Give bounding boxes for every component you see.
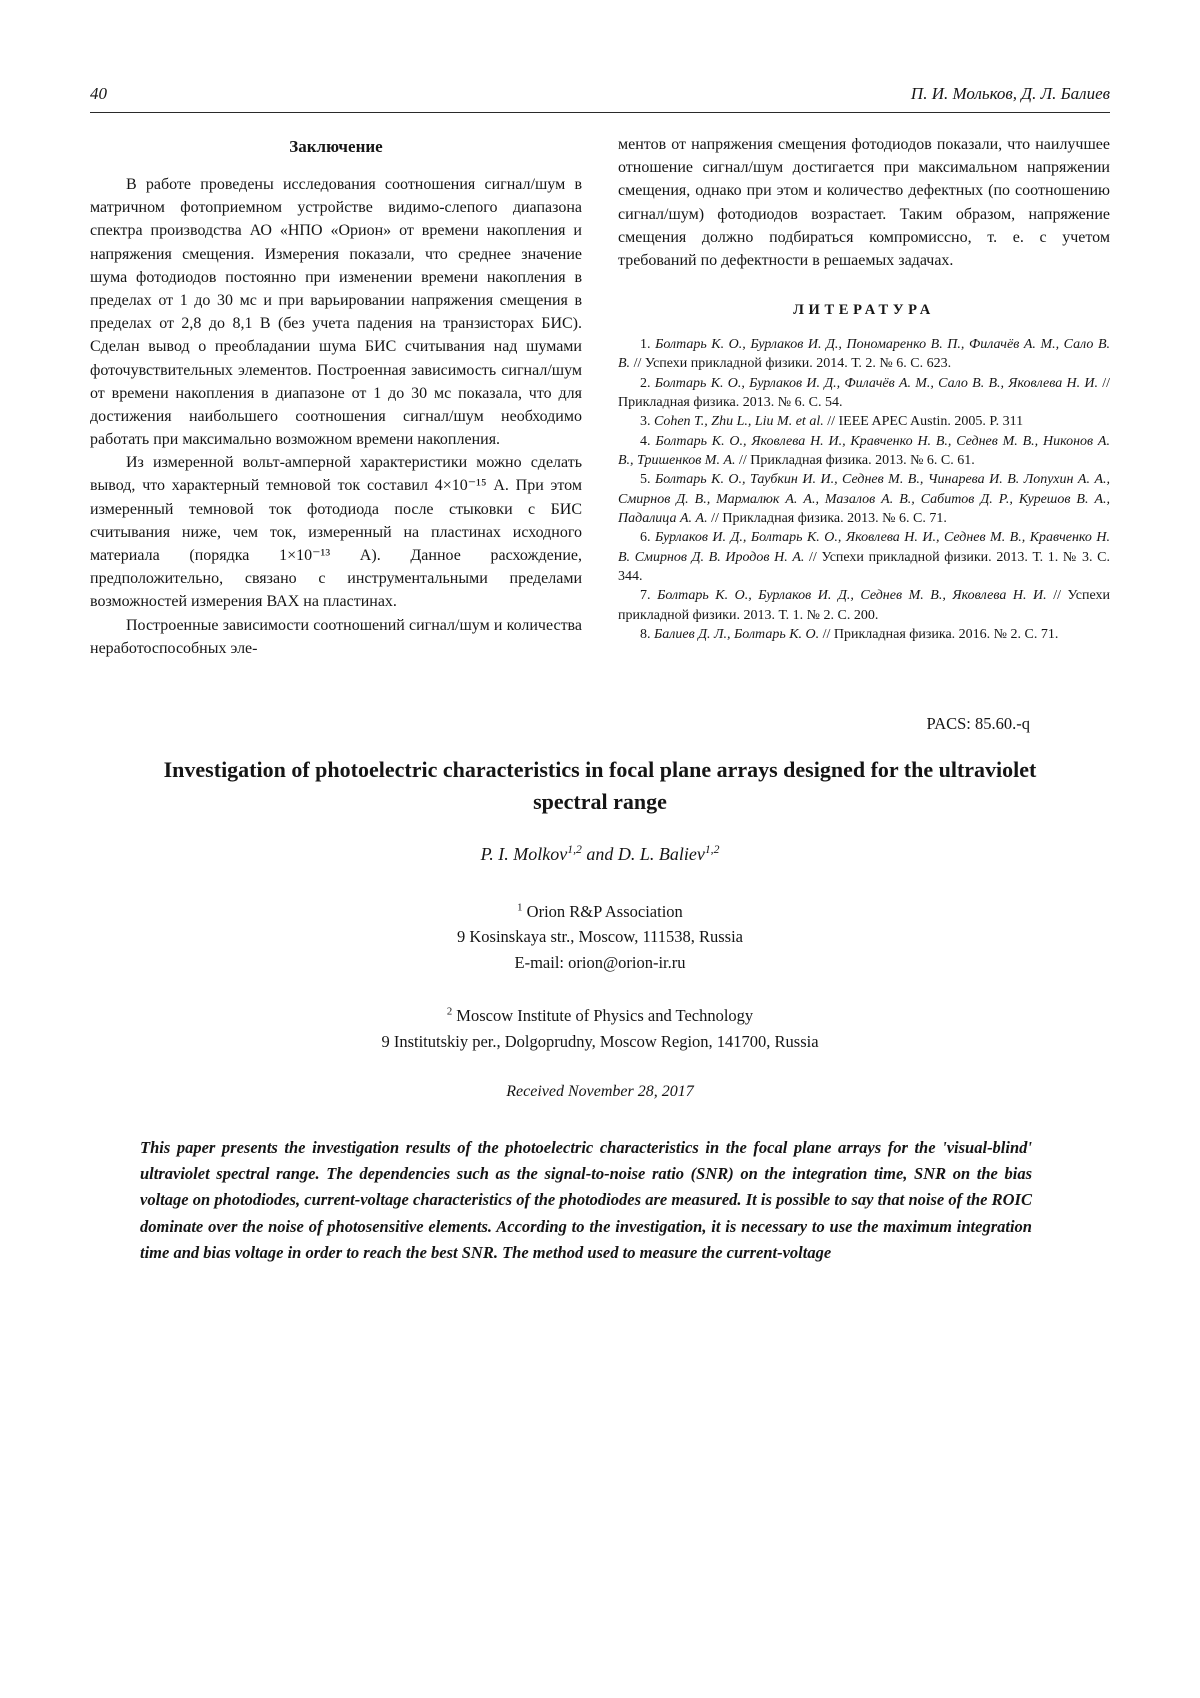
affiliation-1 bbox=[140, 899, 1060, 976]
reference-authors: Балиев Д. Л., Болтарь К. О. bbox=[654, 626, 820, 642]
running-head: П. И. Мольков, Д. Л. Балиев bbox=[910, 84, 1110, 103]
page-number: 40 bbox=[90, 84, 107, 103]
affiliation-2-address: 9 Institutskiy per., Dolgoprudny, Moscow Region, 141700, Russia bbox=[381, 1031, 819, 1051]
reference-authors: Болтарь К. О., Таубкин И. И., Седнев М. В., Чинарева И. В. Лопухин А. А., Смирнов Д. В., Мармалюк А. А., Мазалов А. В., Сабитов Д. Р., Курешов В. А., Падалица А. А. bbox=[618, 472, 1111, 526]
reference-authors: Cohen T., Zhu L., Liu M. et al. bbox=[654, 414, 824, 430]
affiliation-1-address: 9 Kosinskaya str., Moscow, 111538, Russia bbox=[457, 927, 743, 947]
reference-item bbox=[618, 625, 1110, 644]
affiliation-1-name bbox=[140, 899, 1060, 925]
conclusion-paragraph-1: В работе проведены исследования соотношения сигнал/шум в матричном фотоприемном устройстве видимо-слепого диапазона спектра производства АО «НПО «Орион» от времени накопления и напряжения смещения. Измерения показали, что среднее значение шума фотодиодов постоянно при изменении времени накопления в пределах от 1 до 30 мс и при варьировании напряжения смещения в пределах от 2,8 до 8,1 В (без учета падения на транзисторах БИС). Сделан вывод о преобладании шума БИС считывания над шумами фоточувствительных элементов. Построенная зависимость сигнал/шум от времени накопления в диапазоне от 1 до 30 мс показала, что для достижения наибольшего соотношения сигнал/шум необходимо работать при максимально возможном времени накопления. bbox=[90, 176, 582, 449]
conclusion-paragraph-3: Построенные зависимости соотношений сигнал/шум и количества неработоспособных эле- bbox=[90, 616, 582, 657]
reference-source: // Успехи прикладной физики. 2013. Т. 1. № 3. С. 344. bbox=[618, 549, 1111, 584]
reference-number: 2. bbox=[640, 375, 651, 391]
paper-title: Investigation of photoelectric characteristics in focal plane arrays designed for the ultraviolet spectral range bbox=[163, 756, 1037, 814]
affiliation-2 bbox=[140, 1003, 1060, 1054]
authors-connector: and bbox=[581, 843, 618, 864]
reference-authors: Болтарь К. О., Бурлаков И. Д., Пономаренко В. П., Филачёв А. М., Сало В. В. bbox=[618, 337, 1110, 372]
reference-item bbox=[618, 335, 1110, 374]
reference-item bbox=[618, 528, 1110, 586]
author-1-affiliation-marks: 1,2 bbox=[567, 842, 582, 856]
received-date: Received November 28, 2017 bbox=[506, 1082, 694, 1100]
reference-number: 3. bbox=[640, 414, 651, 430]
page-header bbox=[90, 84, 1110, 112]
authors-line bbox=[140, 844, 1060, 865]
reference-authors: Болтарь К. О., Яковлева Н. И., Кравченко Н. В., Седнев М. В., Никонов А. В., Тришенков М. А. bbox=[618, 433, 1110, 468]
affiliation-2-name bbox=[140, 1003, 1060, 1029]
left-column bbox=[90, 133, 582, 660]
reference-item bbox=[618, 470, 1110, 528]
reference-authors: Бурлаков И. Д., Болтарь К. О., Яковлева Н. И., Седнев М. В., Кравченко Н. В. Смирнов Д. В. Иродов Н. А. bbox=[618, 530, 1111, 565]
reference-source: // Прикладная физика. 2013. № 6. С. 54. bbox=[618, 375, 1110, 411]
header-divider bbox=[90, 112, 1110, 113]
reference-number: 4. bbox=[640, 433, 651, 449]
conclusion-heading: Заключение bbox=[289, 137, 383, 156]
reference-authors: Болтарь К. О., Бурлаков И. Д., Седнев М. В., Яковлева Н. И. bbox=[657, 588, 1047, 604]
author-2: D. L. Baliev bbox=[617, 843, 705, 864]
reference-authors: Болтарь К. О., Бурлаков И. Д., Филачёв А. М., Сало В. В., Яковлева Н. И. bbox=[654, 375, 1098, 391]
reference-number: 1. bbox=[640, 337, 651, 353]
author-2-affiliation-marks: 1,2 bbox=[704, 842, 720, 856]
references-list bbox=[618, 335, 1110, 644]
reference-item bbox=[618, 412, 1110, 431]
author-1: P. I. Molkov bbox=[480, 843, 568, 864]
abstract-text: This paper presents the investigation results of the photoelectric characteristics in the focal plane arrays for the 'visual-blind' ultraviolet spectral range. The dependencies such as the signal-to-noise ratio (SNR) on the integration time, SNR on the bias voltage on photodiodes, current-voltage characteristics of the photodiodes are measured. It is possible to say that noise of the ROIC dominate over the noise of photosensitive elements. According to the investigation, it is necessary to use the maximum integration time and bias voltage in order to reach the best SNR. The method used to measure the current-voltage bbox=[140, 1137, 1032, 1263]
affiliation-2-name-text: Moscow Institute of Physics and Technology bbox=[456, 1006, 754, 1026]
conclusion-continuation: ментов от напряжения смещения фотодиодов показали, что наилучшее отношение сигнал/шум достигается при максимальном напряжении смещения, однако при этом и количество дефектных (по соотношению сигнал/шум) фотодиодов возрастает. Таким образом, напряжение смещения должно подбираться компромиссно, т. е. с учетом требований по дефектности в решаемых задачах. bbox=[618, 136, 1110, 269]
reference-source: // Успехи прикладной физики. 2014. Т. 2. № 6. С. 623. bbox=[633, 356, 952, 372]
conclusion-paragraph-2: Из измеренной вольт-амперной характеристики можно сделать вывод, что характерный темновой ток составил 4×10⁻¹⁵ А. При этом измеренный темновой ток фотодиода после стыковки с БИС считывания ниже, чем ток, измеренный на пластинах исходного материала (порядка 1×10⁻¹³ А). Данное расхождение, предположительно, связано с инструментальными пределами возможностей измерения ВАХ на пластинах. bbox=[90, 454, 582, 611]
reference-item bbox=[618, 374, 1110, 413]
references-heading: ЛИТЕРАТУРА bbox=[793, 302, 935, 319]
reference-number: 7. bbox=[640, 588, 651, 604]
reference-source: // Прикладная физика. 2013. № 6. С. 71. bbox=[711, 510, 947, 526]
reference-number: 5. bbox=[640, 472, 651, 488]
reference-number: 8. bbox=[640, 626, 651, 642]
reference-number: 6. bbox=[640, 530, 651, 546]
reference-item bbox=[618, 432, 1110, 471]
right-column bbox=[618, 133, 1110, 660]
reference-source: // Прикладная физика. 2013. № 6. С. 61. bbox=[739, 453, 975, 468]
reference-source: // IEEE APEC Austin. 2005. P. 311 bbox=[827, 414, 1024, 430]
affiliation-1-marker: 1 bbox=[517, 901, 523, 914]
english-section bbox=[90, 714, 1110, 1267]
two-column-body bbox=[90, 133, 1110, 660]
affiliation-1-name-text: Orion R&P Association bbox=[526, 901, 683, 921]
reference-source: // Прикладная физика. 2016. № 2. С. 71. bbox=[822, 626, 1059, 642]
reference-item bbox=[618, 586, 1110, 625]
affiliation-2-marker: 2 bbox=[446, 1005, 453, 1018]
pacs-number: PACS: 85.60.-q bbox=[926, 713, 1030, 733]
affiliation-1-email: E-mail: orion@orion-ir.ru bbox=[514, 952, 686, 972]
reference-source: // Успехи прикладной физики. 2013. Т. 1. № 2. С. 200. bbox=[618, 588, 1111, 623]
